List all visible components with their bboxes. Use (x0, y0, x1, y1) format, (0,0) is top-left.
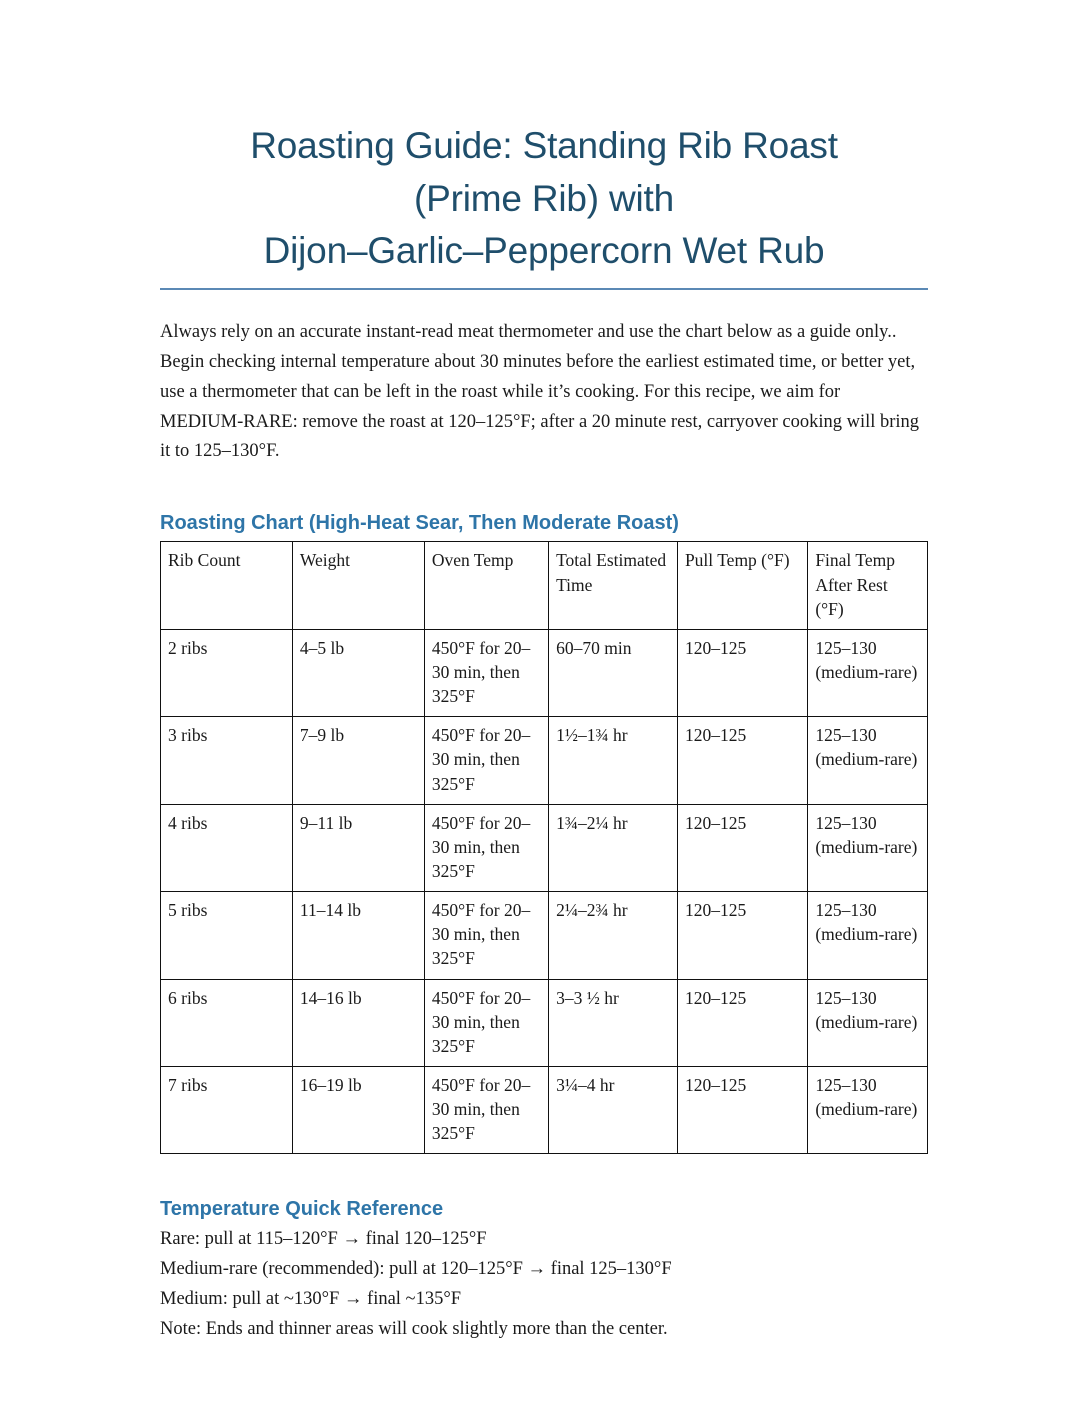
column-header-weight: Weight (292, 542, 424, 629)
cell-rib-count: 2 ribs (161, 629, 293, 716)
roasting-chart-table (160, 541, 928, 1154)
cell-pull-temp: 120–125 (677, 892, 807, 979)
page-title-line-3: Dijon–Garlic–Peppercorn Wet Rub (263, 230, 825, 272)
cell-oven-temp: 450°F for 20–30 min, then 325°F (424, 804, 548, 891)
intro-paragraph: Always rely on an accurate instant-read meat thermometer and use the chart below as a guide only.. Begin checking internal temperature about 30 minutes before the earliest estimated time, or better yet, use a thermometer that can be left in the roast while it’s cooking. For this recipe, we aim for MEDIUM-RARE: remove the roast at 120–125°F; after a 20 minute rest, carryover cooking will bring it to 125–130°F. (160, 321, 920, 462)
page-title-line-2: (Prime Rib) with (414, 177, 674, 219)
page-title-line-1: Roasting Guide: Standing Rib Roast (250, 125, 838, 166)
quick-reference-line-note: Note: Ends and thinner areas will cook slightly more than the center. (160, 1319, 668, 1340)
table-row (161, 979, 928, 1066)
table-row (161, 717, 928, 804)
quick-reference-line-rare: Rare: pull at 115–120°F → final 120–125°F (160, 1229, 487, 1250)
quick-reference-line-medium: Medium: pull at ~130°F → final ~135°F (160, 1289, 462, 1310)
cell-total-time: 1½–1¾ hr (549, 717, 678, 804)
page-title (160, 120, 928, 282)
cell-weight: 9–11 lb (292, 804, 424, 891)
cell-pull-temp: 120–125 (677, 804, 807, 891)
cell-weight: 11–14 lb (292, 892, 424, 979)
cell-rib-count: 6 ribs (161, 979, 293, 1066)
cell-final-temp: 125–130 (medium-rare) (808, 1066, 928, 1153)
roasting-chart-heading: Roasting Chart (High-Heat Sear, Then Moderate Roast) (160, 512, 679, 535)
cell-oven-temp: 450°F for 20–30 min, then 325°F (424, 1066, 548, 1153)
cell-final-temp: 125–130 (medium-rare) (808, 629, 928, 716)
cell-rib-count: 3 ribs (161, 717, 293, 804)
cell-weight: 14–16 lb (292, 979, 424, 1066)
cell-weight: 4–5 lb (292, 629, 424, 716)
table-header-row (161, 542, 928, 629)
cell-pull-temp: 120–125 (677, 717, 807, 804)
cell-final-temp: 125–130 (medium-rare) (808, 717, 928, 804)
cell-total-time: 60–70 min (549, 629, 678, 716)
cell-total-time: 2¼–2¾ hr (549, 892, 678, 979)
cell-final-temp: 125–130 (medium-rare) (808, 892, 928, 979)
column-header-final-temp-after-rest: Final Temp After Rest (°F) (808, 542, 928, 629)
table-row (161, 892, 928, 979)
cell-rib-count: 4 ribs (161, 804, 293, 891)
cell-oven-temp: 450°F for 20–30 min, then 325°F (424, 979, 548, 1066)
cell-total-time: 1¾–2¼ hr (549, 804, 678, 891)
cell-oven-temp: 450°F for 20–30 min, then 325°F (424, 717, 548, 804)
cell-oven-temp: 450°F for 20–30 min, then 325°F (424, 629, 548, 716)
column-header-oven-temp: Oven Temp (424, 542, 548, 629)
cell-rib-count: 7 ribs (161, 1066, 293, 1153)
column-header-rib-count: Rib Count (161, 542, 293, 629)
cell-pull-temp: 120–125 (677, 979, 807, 1066)
quick-reference-heading: Temperature Quick Reference (160, 1198, 444, 1221)
cell-rib-count: 5 ribs (161, 892, 293, 979)
cell-final-temp: 125–130 (medium-rare) (808, 804, 928, 891)
cell-oven-temp: 450°F for 20–30 min, then 325°F (424, 892, 548, 979)
title-divider (160, 288, 928, 290)
cell-total-time: 3–3 ½ hr (549, 979, 678, 1066)
column-header-pull-temp: Pull Temp (°F) (677, 542, 807, 629)
quick-reference-line-medium-rare: Medium-rare (recommended): pull at 120–125°F → final 125–130°F (160, 1259, 672, 1280)
cell-final-temp: 125–130 (medium-rare) (808, 979, 928, 1066)
cell-total-time: 3¼–4 hr (549, 1066, 678, 1153)
table-row (161, 804, 928, 891)
cell-weight: 16–19 lb (292, 1066, 424, 1153)
cell-pull-temp: 120–125 (677, 1066, 807, 1153)
cell-pull-temp: 120–125 (677, 629, 807, 716)
table-row (161, 629, 928, 716)
column-header-total-estimated-time: Total Estimated Time (549, 542, 678, 629)
table-row (161, 1066, 928, 1153)
cell-weight: 7–9 lb (292, 717, 424, 804)
